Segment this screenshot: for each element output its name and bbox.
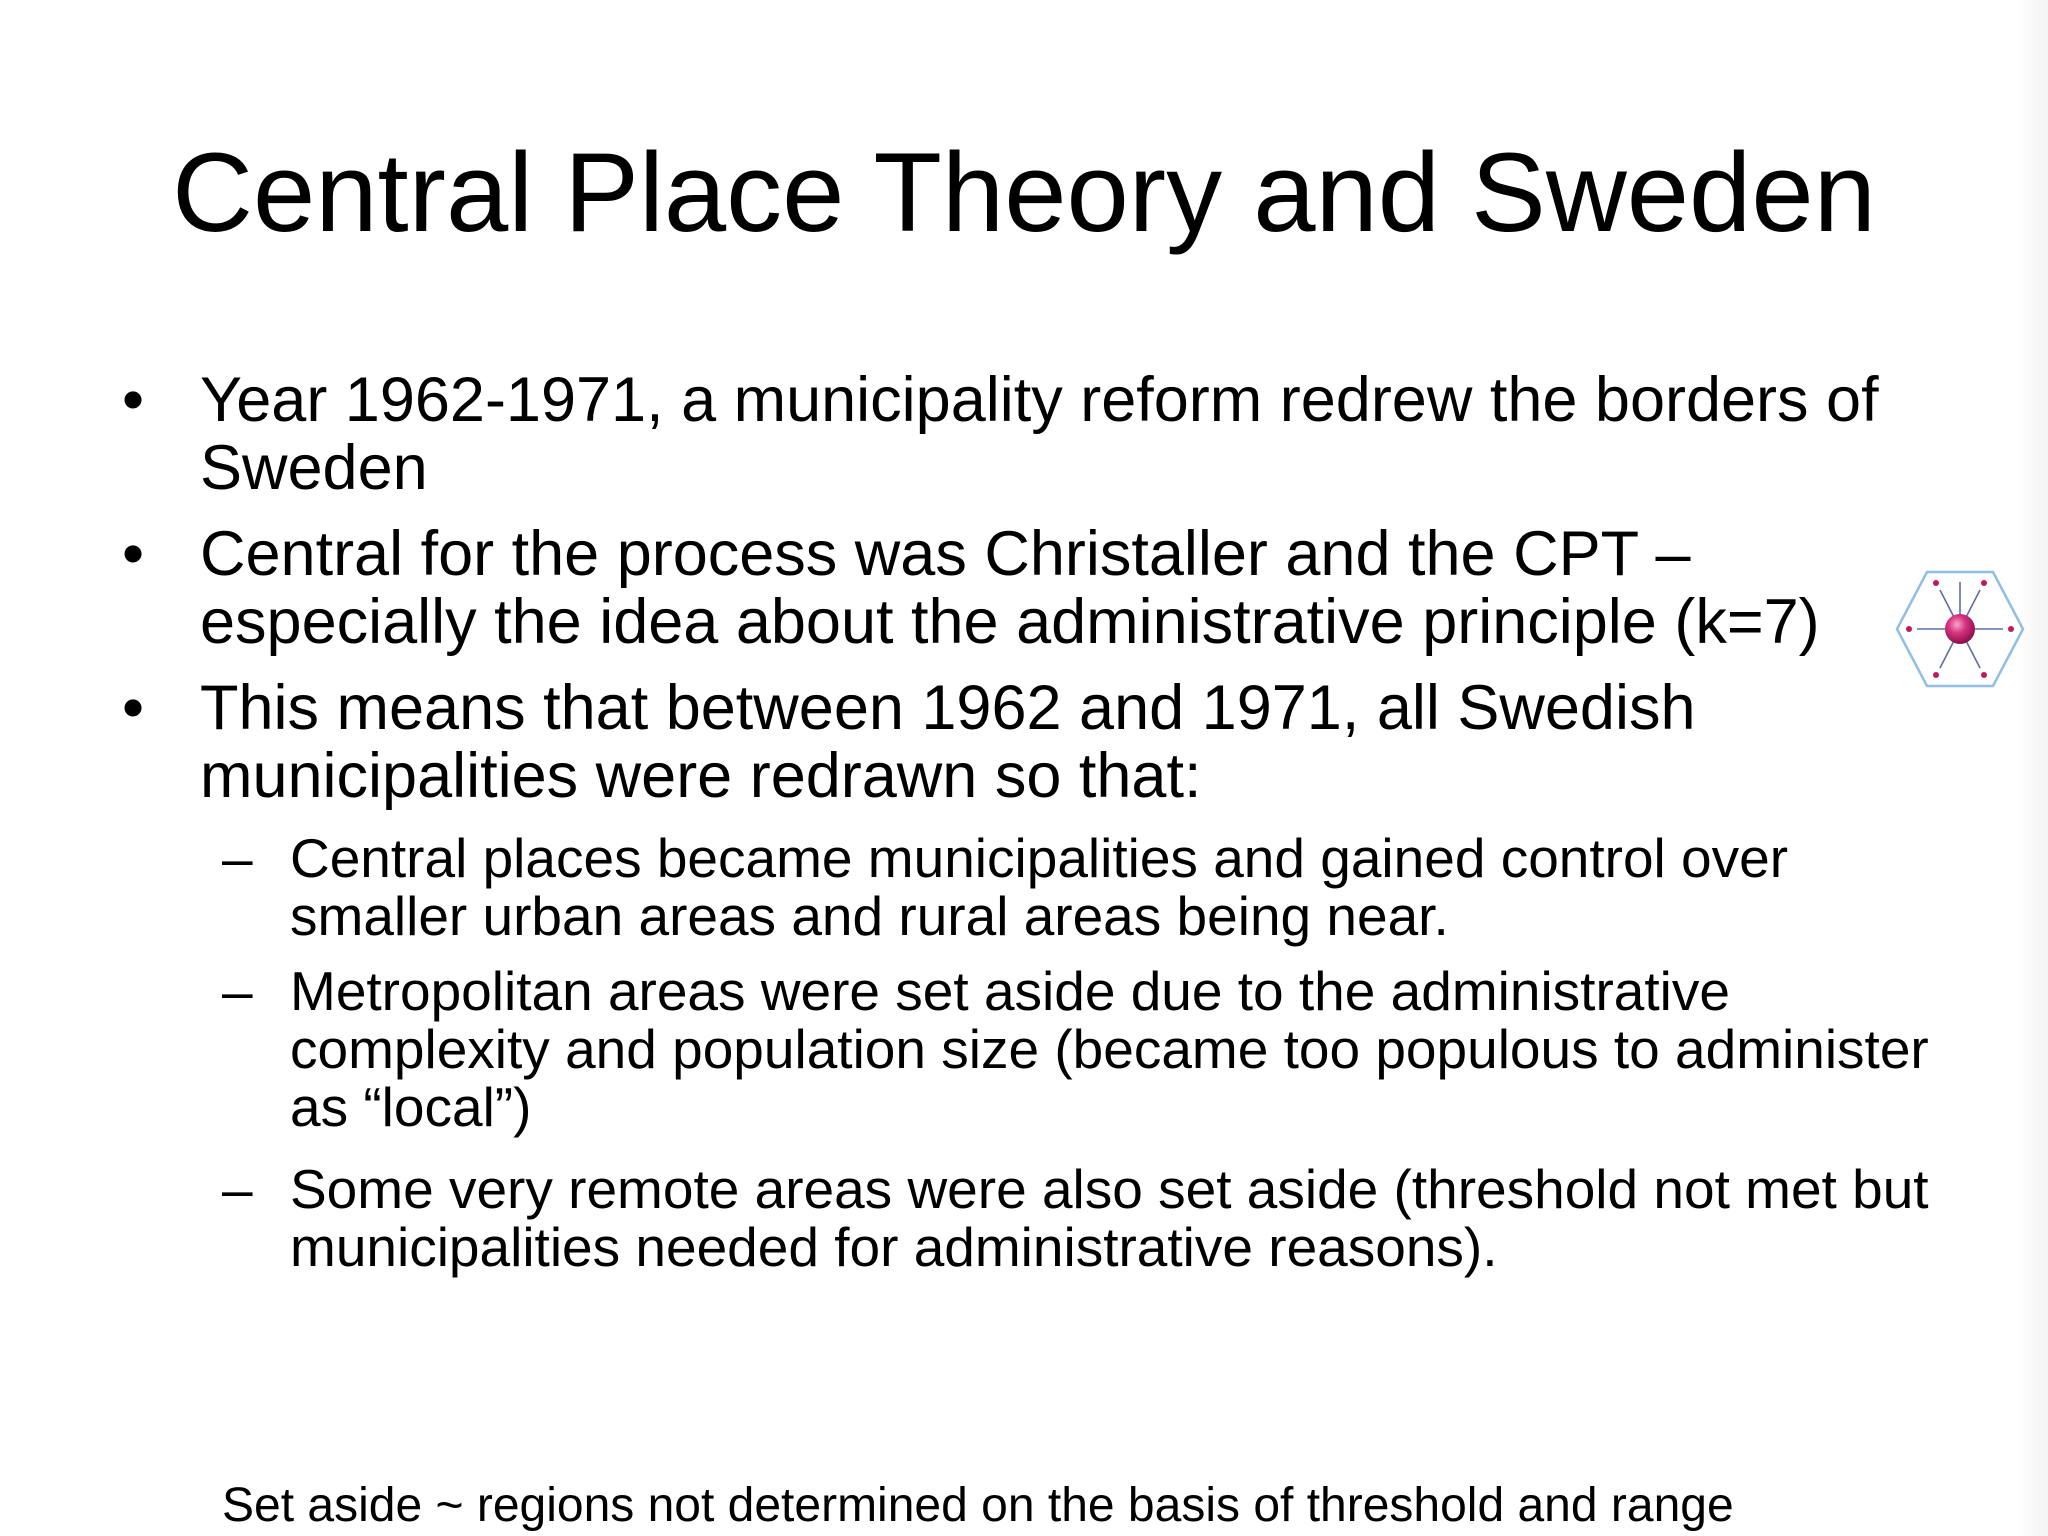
bullet-item (122, 519, 1920, 657)
bullet-text: This means that between 1962 and 1971, all Swedish municipalities were redrawn so that: (200, 673, 1696, 811)
sub-bullet-text: Metropolitan areas were set aside due to the administrative complexity and population size (became too populous to administer as “local”) (290, 960, 1929, 1138)
bullet-text: Year 1962-1971, a municipality reform redrew the borders of Sweden (200, 365, 1879, 503)
slide-title: Central Place Theory and Sweden (172, 130, 1876, 255)
sub-bullet-text: Central places became municipalities and gained control over smaller urban areas and rural areas being near. (290, 827, 1789, 947)
sub-bullet-item (222, 960, 1930, 1138)
bullet-text: Central for the process was Christaller and the CPT – especially the idea about the administrative principle (k=7) (200, 519, 1820, 657)
bullet-symbol: • (122, 365, 145, 435)
bullet-symbol: • (122, 673, 145, 743)
sub-bullet-text: Some very remote areas were also set aside (threshold not met but municipalities needed for administrative reasons). (290, 1158, 1929, 1278)
sub-bullet-item (222, 1158, 1930, 1278)
bullet-item (122, 673, 1920, 811)
sub-bullet-symbol: – (222, 960, 253, 1022)
bullet-item (122, 365, 1920, 503)
sub-bullet-symbol: – (222, 1158, 253, 1220)
sub-bullet-symbol: – (222, 827, 253, 889)
footnote: Set aside ~ regions not determined on the basis of threshold and range (222, 1479, 1734, 1532)
bullet-symbol: • (122, 519, 145, 589)
hexagon-central-place-icon (1895, 568, 2025, 690)
sub-bullet-item (222, 827, 1930, 947)
